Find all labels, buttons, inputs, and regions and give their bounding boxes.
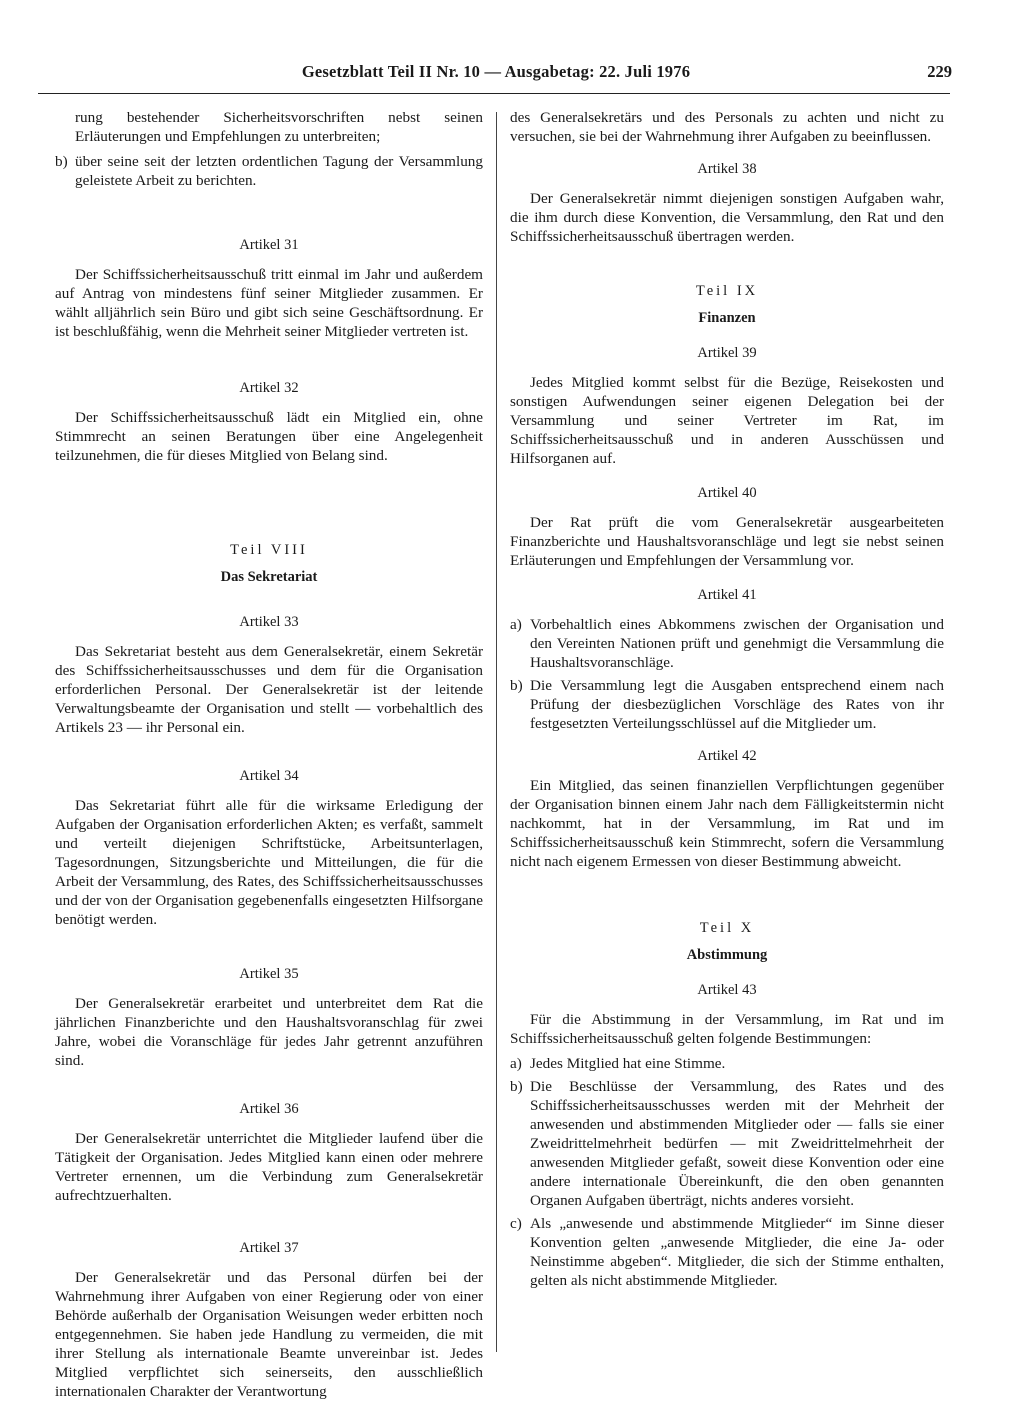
- article-heading: Artikel 36: [239, 1101, 299, 1117]
- column-divider: [496, 112, 497, 1352]
- part-heading: Teil IX: [695, 283, 759, 299]
- article-32-text: Der Schiffssicherheitsausschuß lädt ein Mitglied ein, ohne Stimmrecht an seinen Beratungen über eine Angelegenheit teilzunehmen, die für dieses Mitglied von Belang sind.: [55, 409, 483, 464]
- part-title: Das Sekretariat: [220, 569, 318, 585]
- article-43-item-c: Als „anwesende und abstimmende Mitglieder“ im Sinne dieser Konvention gelten „anwesende Mitglieder, die eine Ja- oder Neinstimme abgeben“. Mitglieder, die sich der Stimme enthalten, gelten als nicht abstimmende Mitglieder.: [530, 1215, 944, 1289]
- gazette-title: Gesetzblatt Teil II Nr. 10 — Ausgabetag: 22. Juli 1976: [301, 62, 691, 81]
- part-heading: Teil X: [699, 920, 755, 936]
- article-41-item-a: Vorbehaltlich eines Abkommens zwischen der Organisation und den Vereinten Nationen prüft und genehmigt die Versammlung die Haushaltsvoranschläge.: [530, 616, 944, 671]
- article-heading: Artikel 43: [697, 982, 757, 998]
- item-label: c): [510, 1215, 522, 1232]
- part-heading: Teil VIII: [230, 542, 308, 558]
- article-heading: Artikel 34: [239, 768, 299, 784]
- article-35-text: Der Generalsekretär erarbeitet und unterbreitet dem Rat die jährlichen Finanzberichte und den Haushaltsvoranschlag für zwei Jahre, wobei die Voranschläge für jedes Jahr getrennt anzuführen sind.: [55, 995, 483, 1069]
- article-43-text: Für die Abstimmung in der Versammlung, im Rat und im Schiffssicherheitsausschuß gelten folgende Bestimmungen:: [510, 1011, 944, 1047]
- article-heading: Artikel 32: [239, 380, 299, 396]
- article-38-text: Der Generalsekretär nimmt diejenigen sonstigen Aufgaben wahr, die ihm durch diese Konvention, die Versammlung, den Rat und den Schiffssicherheitsausschuß übertragen werden.: [510, 190, 944, 245]
- article-42-text: Ein Mitglied, das seinen finanziellen Verpflichtungen gegenüber der Organisation binnen einem Jahr nach dem Fälligkeitstermin nicht nachkommt, hat in der Versammlung, im Rat und im Schiffssicherheitsausschuß kein Stimmrecht, sofern die Versammlung nicht nach eigenem Ermessen von dieser Bestimmung abweicht.: [510, 777, 944, 870]
- page-header: [40, 62, 952, 88]
- article-43-item-b: Die Beschlüsse der Versammlung, des Rates und des Schiffssicherheitsausschusses werden mit der Mehrheit der anwesenden und abstimmenden Mitglieder oder — falls sie einer Zweidrittelmehrheit bedürfen — mit Zweidrittelmehrheit der anwesenden Mitglieder gefaßt, soweit diese Konvention oder eine andere internationale Übereinkunft, die den oben genannten Organen Aufgaben überträgt, nichts anderes vorsieht.: [530, 1078, 944, 1209]
- left-column: [55, 106, 483, 1401]
- item-a-continuation: rung bestehender Sicherheitsvorschriften nebst seinen Erläuterungen und Empfehlungen zu unterbreiten;: [75, 109, 483, 145]
- article-40-text: Der Rat prüft die vom Generalsekretär ausgearbeiteten Finanzberichte und Haushaltsvoranschläge und legt sie nebst seinen Erläuterungen und Empfehlungen der Versammlung vor.: [510, 514, 944, 569]
- item-label: b): [510, 1078, 523, 1095]
- article-43-item-a: Jedes Mitglied hat eine Stimme.: [530, 1055, 726, 1072]
- article-heading: Artikel 33: [239, 614, 299, 630]
- item-label: a): [510, 616, 522, 633]
- header-divider: [38, 93, 950, 94]
- article-37-continuation: des Generalsekretärs und des Personals zu achten und nicht zu versuchen, sie bei der Wahrnehmung ihrer Aufgaben zu beeinflussen.: [510, 109, 944, 145]
- article-heading: Artikel 40: [697, 485, 757, 501]
- article-heading: Artikel 35: [239, 966, 299, 982]
- item-label: b): [510, 677, 523, 694]
- article-heading: Artikel 38: [697, 161, 757, 177]
- part-title: Finanzen: [698, 310, 756, 326]
- item-b-text: über seine seit der letzten ordentlichen Tagung der Versammlung geleistete Arbeit zu berichten.: [75, 153, 483, 189]
- article-34-text: Das Sekretariat führt alle für die wirksame Erledigung der Aufgaben der Organisation erforderlichen Akten; es verfaßt, sammelt und verteilt diejenigen Schriftstücke, Arbeitsunterlagen, Tagesordnungen, Sitzungsberichte und Mitteilungen, die für die Arbeit der Versammlung, des Rates, des Schiffssicherheitsausschusses und der von der Organisation gegebenenfalls eingesetzten Hilfsorgane benötigt werden.: [55, 797, 483, 928]
- article-33-text: Das Sekretariat besteht aus dem Generalsekretär, einem Sekretär des Schiffssicherheitsausschusses und dem für die Organisation erforderlichen Personal. Der Generalsekretär ist der leitende Verwaltungsbeamte der Organisation und stellt — vorbehaltlich des Artikels 23 — ihr Personal ein.: [55, 643, 483, 736]
- article-heading: Artikel 31: [239, 237, 299, 253]
- article-41-item-b: Die Versammlung legt die Ausgaben entsprechend einem nach Prüfung der diesbezüglichen Vorschläge des Rates von ihr festgesetzten Verteilungsschlüssel auf die Mitglieder um.: [530, 677, 944, 732]
- item-label: b): [55, 153, 68, 170]
- part-title: Abstimmung: [686, 947, 768, 963]
- right-column: [510, 106, 944, 1290]
- item-label: a): [510, 1055, 522, 1072]
- article-36-text: Der Generalsekretär unterrichtet die Mitglieder laufend über die Tätigkeit der Organisation. Jedes Mitglied kann einen oder mehrere Vertreter ernennen, um die Verbindung zum Generalsekretär aufrechtzuerhalten.: [55, 1130, 483, 1204]
- article-heading: Artikel 41: [697, 587, 757, 603]
- article-31-text: Der Schiffssicherheitsausschuß tritt einmal im Jahr und außerdem auf Antrag von mindestens fünf seiner Mitglieder zusammen. Er wählt alljährlich sein Büro und gibt sich seine Geschäftsordnung. Er ist beschlußfähig, wenn die Mehrheit seiner Mitglieder vertreten ist.: [55, 266, 483, 340]
- article-heading: Artikel 39: [697, 345, 757, 361]
- article-39-text: Jedes Mitglied kommt selbst für die Bezüge, Reisekosten und sonstigen Aufwendungen seiner eigenen Delegation bei der Versammlung und seiner Vertreter im Rat, im Schiffssicherheitsausschuß und in anderen Ausschüssen und Hilfsorganen auf.: [510, 374, 944, 467]
- article-37-text: Der Generalsekretär und das Personal dürfen bei der Wahrnehmung ihrer Aufgaben von einer Regierung oder von einer Behörde außerhalb der Organisation Weisungen weder erbitten noch entgegennehmen. Sie haben jede Handlung zu vermeiden, die mit ihrer Stellung als internationale Beamte unvereinbar ist. Jedes Mitglied verpflichtet sich seinerseits, den ausschließlich internationalen Charakter der Verantwortung: [55, 1269, 483, 1400]
- article-heading: Artikel 42: [697, 748, 757, 764]
- page-number: 229: [927, 62, 952, 81]
- article-heading: Artikel 37: [239, 1240, 299, 1256]
